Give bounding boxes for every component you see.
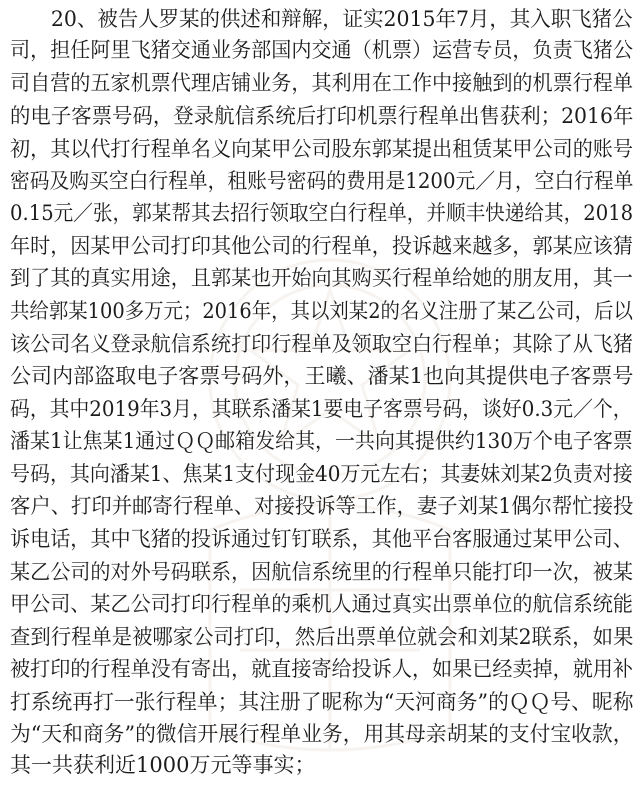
text-line: 公司内部盗取电子客票号码外，王曦、潘某1也向其提供电子客票号 (10, 364, 634, 388)
text-line: 初，其以代打行程单名义向某甲公司股东郭某提出租赁某甲公司的账号 (10, 137, 634, 161)
text-line: 查到行程单是被哪家公司打印，然后出票单位就会和刘某2联系，如果 (10, 625, 634, 649)
text-line: 司自营的五家机票代理店铺业务，其利用在工作中接触到的机票行程单 (10, 71, 634, 95)
text-line: 司，担任阿里飞猪交通业务部国内交通（机票）运营专员，负责飞猪公 (10, 38, 634, 62)
text-line: 20、被告人罗某的供述和辩解，证实2015年7月，其入职飞猪公 (10, 7, 633, 31)
text-line: 到了其的真实用途，且郭某也开始向其购买行程单给她的朋友用，其一 (10, 266, 634, 290)
text-line: 诉电话，其中飞猪的投诉通过钉钉联系，其他平台客服通过某甲公司、 (10, 527, 634, 551)
text-line: 共给郭某100多万元；2016年，其以刘某2的名义注册了某乙公司，后以 (10, 299, 633, 323)
text-line: 为“天和商务”的微信开展行程单业务，用其母亲胡某的支付宝收款， (10, 722, 634, 746)
text-line: 号码，其向潘某1、焦某1支付现金40万元左右；其妻妹刘某2负责对接 (10, 462, 633, 486)
text-line: 客户、打印并邮寄行程单、对接投诉等工作，妻子刘某1偶尔帮忙接投 (10, 494, 634, 518)
text-line: 潘某1让焦某1通过ＱＱ邮箱发给其，一共向其提供约130万个电子客票 (10, 429, 633, 453)
text-line: 码，其中2019年3月，其联系潘某1要电子客票号码，谈好0.3元／个， (10, 397, 633, 421)
text-line: 其一共获利近1000万元等事实； (10, 753, 316, 777)
text-line: 密码及购买空白行程单，租账号密码的费用是1200元／月，空白行程单 (10, 169, 634, 193)
text-line: 甲公司、某乙公司打印行程单的乘机人通过真实出票单位的航信系统能 (10, 592, 634, 616)
text-line: 0.15元／张，郭某帮其去招行领取空白行程单，并顺丰快递给其，2018 (10, 201, 634, 225)
text-line: 该公司名义登录航信系统打印行程单及领取空白行程单；其除了从飞猪 (10, 332, 634, 356)
text-line: 打系统再打一张行程单；其注册了昵称为“天河商务”的ＱＱ号、昵称 (10, 690, 634, 714)
text-line: 某乙公司的对外号码联系，因航信系统里的行程单只能打印一次，被某 (10, 560, 634, 584)
text-line: 年时，因某甲公司打印其他公司的行程单，投诉越来越多，郭某应该猜 (10, 234, 634, 258)
text-line: 被打印的行程单没有寄出，就直接寄给投诉人，如果已经卖掉，就用补 (10, 657, 634, 681)
text-line: 的电子客票号码，登录航信系统后打印机票行程单出售获利；2016年 (10, 104, 634, 128)
